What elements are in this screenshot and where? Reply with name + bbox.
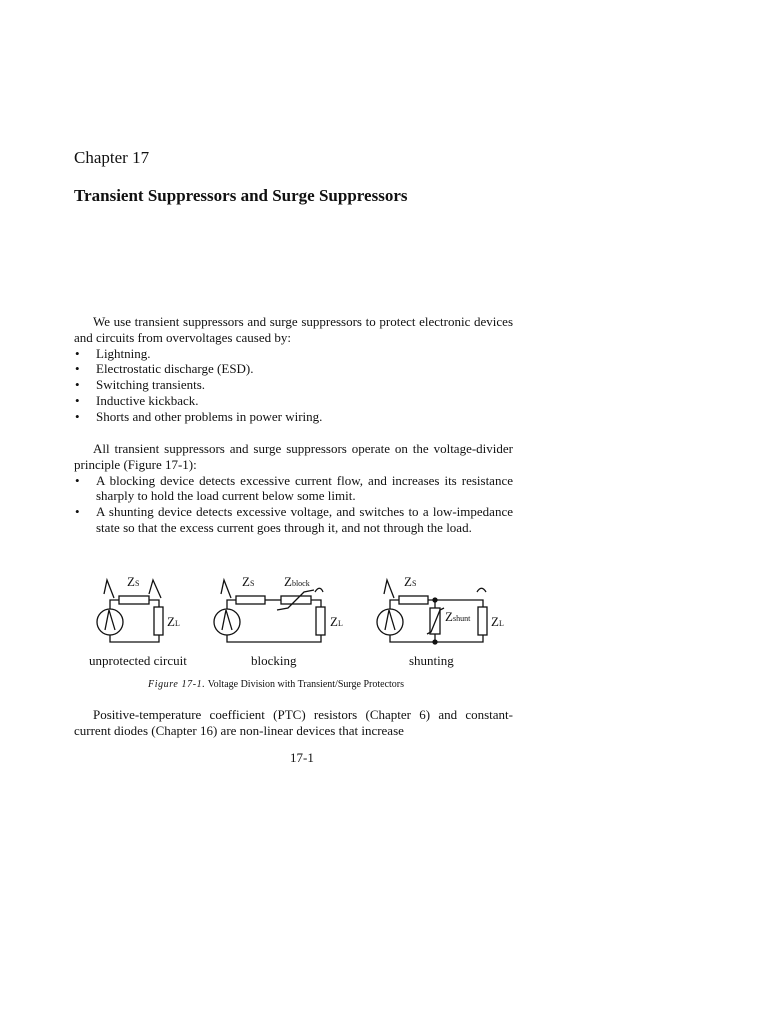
surge-spike-icon	[105, 610, 115, 630]
surge-pulse-icon	[149, 580, 161, 598]
zblock-label: Z	[284, 574, 292, 589]
load-resistor	[154, 607, 163, 635]
surge-spike-icon	[385, 610, 395, 630]
source-impedance-resistor	[236, 596, 265, 604]
caption-shunting: shunting	[409, 653, 454, 668]
figure-caption-text: Voltage Division with Transient/Surge Protectors	[207, 679, 405, 690]
zl-label: Z	[167, 614, 175, 629]
figure-caption	[148, 679, 404, 690]
svg-text:ZL: ZL	[167, 614, 180, 629]
principle-list	[74, 473, 513, 536]
chapter-label: Chapter 17	[74, 148, 150, 167]
page-number: 17-1	[290, 750, 314, 765]
source-impedance-resistor	[399, 596, 428, 604]
intro-section	[74, 314, 513, 425]
clipped-pulse-icon	[315, 588, 323, 592]
zs-label: Z	[242, 574, 250, 589]
principle-paragraph: All transient suppressors and surge suppressors operate on the voltage-divider principle (Figure 17-1):	[74, 441, 513, 472]
junction-dot	[433, 598, 437, 602]
zshunt-label: Z	[445, 609, 453, 624]
blocking-circuit-diagram	[214, 574, 343, 642]
load-resistor	[316, 607, 325, 635]
causes-list	[74, 346, 513, 425]
surge-pulse-icon	[104, 580, 114, 598]
svg-text:ZS: ZS	[127, 574, 140, 589]
list-item: • Inductive kickback.	[74, 393, 513, 409]
list-item: • Electrostatic discharge (ESD).	[74, 361, 513, 377]
surge-pulse-icon	[221, 580, 231, 598]
list-item: • Switching transients.	[74, 377, 513, 393]
caption-blocking: blocking	[251, 653, 297, 668]
surge-spike-icon	[222, 610, 232, 630]
list-item: • Shorts and other problems in power wiring.	[74, 409, 513, 425]
source-impedance-resistor	[119, 596, 149, 604]
chapter-title: Transient Suppressors and Surge Suppressors	[74, 186, 408, 205]
list-item: • A shunting device detects excessive voltage, and switches to a low-impedance state so that the excess current goes through it, and not through the load.	[74, 504, 513, 536]
list-item: • A blocking device detects excessive current flow, and increases its resistance sharply to hold the load current below some limit.	[74, 473, 513, 505]
svg-text:Zshunt: Zshunt	[445, 609, 471, 624]
zs-label: Z	[404, 574, 412, 589]
svg-text:ZL: ZL	[491, 614, 504, 629]
list-item: • Lightning.	[74, 346, 513, 362]
zl-label: Z	[491, 614, 499, 629]
zs-label: Z	[127, 574, 135, 589]
surge-pulse-icon	[384, 580, 394, 598]
unprotected-circuit-diagram	[97, 574, 180, 642]
caption-unprotected: unprotected circuit	[89, 653, 187, 668]
intro-paragraph: We use transient suppressors and surge suppressors to protect electronic devices and circuits from overvoltages caused by:	[74, 314, 513, 345]
nonlinear-marker-icon	[277, 590, 314, 610]
svg-text:ZS: ZS	[242, 574, 255, 589]
continuation-section	[74, 707, 513, 739]
svg-text:ZS: ZS	[404, 574, 417, 589]
figure-caption-label: Figure 17-1.	[148, 679, 206, 690]
load-resistor	[478, 607, 487, 635]
principle-section	[74, 441, 513, 536]
svg-text:ZL: ZL	[330, 614, 343, 629]
svg-text:Zblock: Zblock	[284, 574, 310, 589]
zl-label: Z	[330, 614, 338, 629]
continuation-paragraph: Positive-temperature coefficient (PTC) resistors (Chapter 6) and constant-current diodes (Chapter 16) are non-linear devices that increase	[74, 707, 513, 738]
clipped-pulse-icon	[477, 588, 486, 592]
shunting-circuit-diagram	[377, 574, 504, 644]
